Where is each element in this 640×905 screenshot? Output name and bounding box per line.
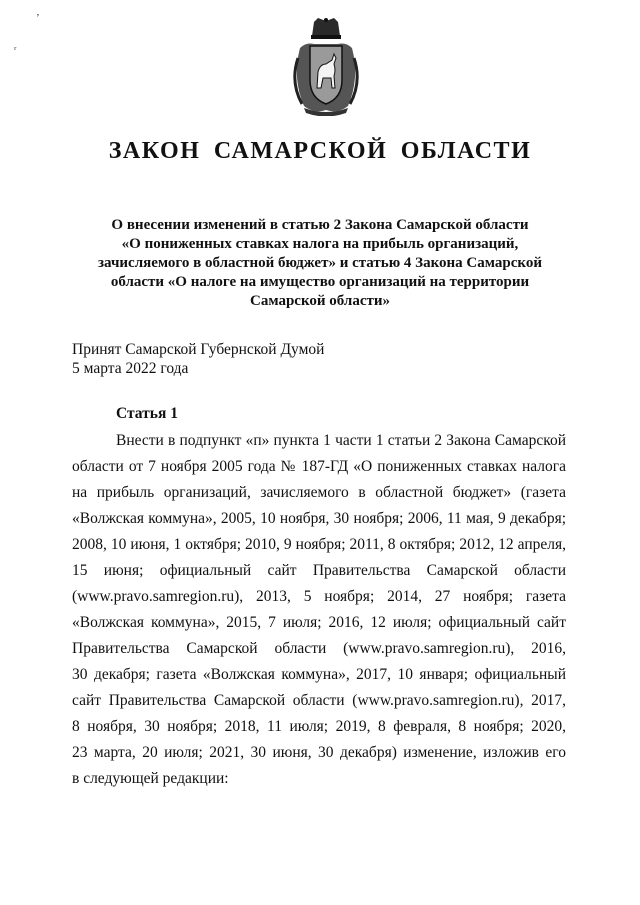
article-line: «Волжская коммуна», 2015, 7 июля; 2016, 12 июля; официальный сайт bbox=[72, 614, 566, 631]
article-line: 8 ноября, 30 ноября; 2018, 11 июля; 2019, 8 февраля, 8 ноября; 2020, bbox=[72, 718, 566, 735]
adoption-body: Принят Самарской Губернской Думой bbox=[72, 341, 325, 358]
law-subject-line: зачисляемого в областной бюджет» и статью 4 Закона Самарской bbox=[98, 255, 542, 271]
law-subject-line: области «О налоге на имущество организаций на территории bbox=[110, 274, 530, 290]
adoption-date: 5 марта 2022 года bbox=[72, 360, 189, 377]
article-line: (www.pravo.samregion.ru), 2013, 5 ноября; 2014, 27 ноября; газета bbox=[72, 588, 566, 605]
adoption-info bbox=[72, 340, 324, 378]
article-line: Правительства Самарской области (www.pravo.samregion.ru), 2016, bbox=[72, 640, 566, 657]
law-subject-line: О внесении изменений в статью 2 Закона Самарской области bbox=[111, 217, 529, 233]
samara-region-coat-of-arms-icon bbox=[290, 18, 362, 116]
article-line: 2008, 10 июня, 1 октября; 2010, 9 ноября; 2011, 8 октября; 2012, 12 апреля, bbox=[72, 536, 566, 553]
article-line: 30 декабря; газета «Волжская коммуна», 2017, 10 января; официальный bbox=[72, 666, 566, 683]
article-line: области от 7 ноября 2005 года № 187-ГД «О пониженных ставках налога bbox=[72, 458, 566, 475]
article-line: 23 марта, 20 июля; 2021, 30 июня, 30 декабря) изменение, изложив его bbox=[72, 744, 566, 761]
law-subject bbox=[70, 216, 570, 311]
article-heading: Статья 1 bbox=[116, 405, 178, 422]
article-line: на прибыль организаций, зачисляемого в областной бюджет» (газета bbox=[72, 484, 566, 501]
article-line: в следующей редакции: bbox=[72, 770, 229, 787]
article-line: сайт Правительства Самарской области (www.pravo.samregion.ru), 2017, bbox=[72, 692, 566, 709]
scan-mark: ʼ bbox=[36, 12, 40, 24]
law-subject-line: Самарской области» bbox=[250, 293, 390, 309]
scan-mark: ᵣ bbox=[14, 40, 17, 52]
law-title: ЗАКОН САМАРСКОЙ ОБЛАСТИ bbox=[108, 138, 532, 164]
article-line: «Волжская коммуна», 2005, 10 ноября, 30 ноября; 2006, 11 мая, 9 декабря; bbox=[72, 510, 566, 527]
law-subject-line: «О пониженных ставках налога на прибыль организаций, bbox=[121, 236, 519, 252]
article-line: Внести в подпункт «п» пункта 1 части 1 статьи 2 Закона Самарской bbox=[116, 432, 566, 449]
article-line: 15 июня; официальный сайт Правительства Самарской области bbox=[72, 562, 566, 579]
article-body bbox=[72, 428, 566, 792]
